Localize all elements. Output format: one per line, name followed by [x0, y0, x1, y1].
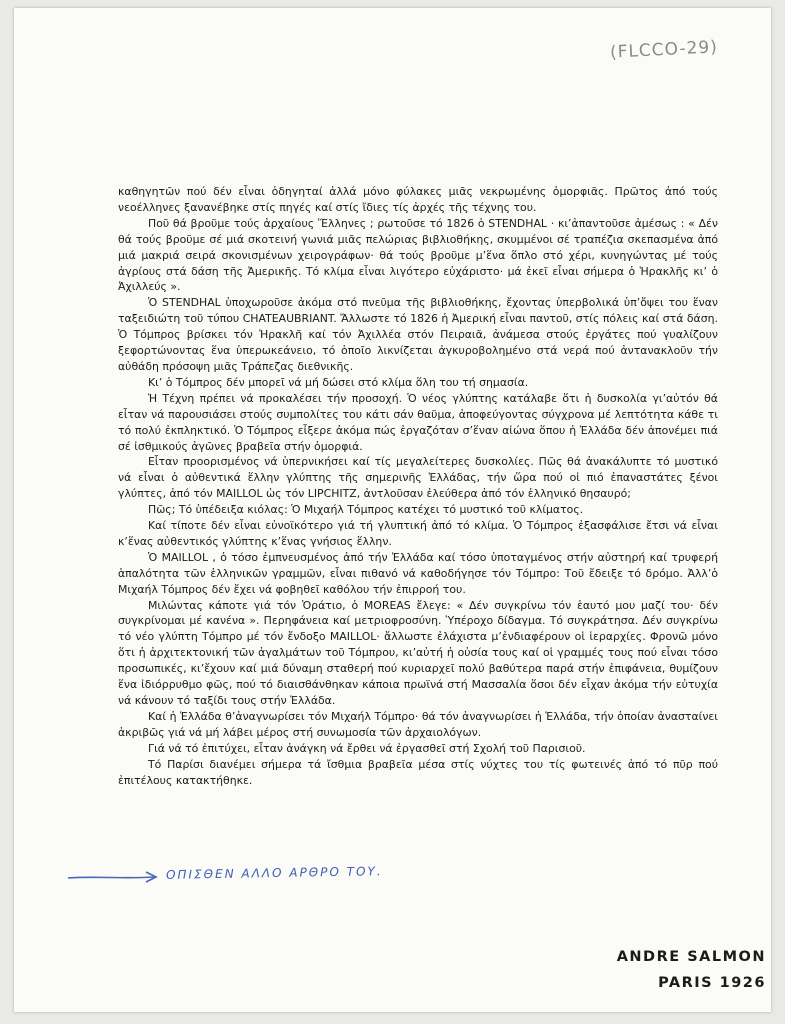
signature-block: [614, 944, 766, 996]
paragraph: Καί ἡ Ἑλλάδα θ’ἀναγνωρίσει τόν Μιχαήλ Τόμπρο· θά τόν ἀναγνωρίσει ἡ Ἑλλάδα, τήν ὁποίαν ἀνασταίνει ἀκριβῶς γιά νά μή λάβει μέρος στή συνωμοσία τῶν ἀρχαιολόγων.: [118, 709, 718, 739]
document-page: [14, 8, 771, 1012]
place-year: PARIS 1926: [658, 975, 766, 991]
paragraph: Γιά νά τό ἐπιτύχει, εἶταν ἀνάγκη νά ἔρθει νά ἐργασθεῖ στή Σχολή τοῦ Παρισιοῦ.: [148, 741, 586, 755]
handwritten-note-text: ΟΠΙΣΘΕΝ ΑΛΛΟ ΑΡΘΡΟ ΤΟΥ.: [165, 864, 383, 882]
paragraph: Ποῦ θά βροῦμε τούς ἀρχαίους Ἕλληνες ; ρωτοῦσε τό 1826 ὁ STENDHAL · κι’ἀπαντοῦσε ἀμέσως : « Δέν θά τούς βροῦμε σέ μιά σκοτεινή γωνιά μιᾶς πελώριας βιβλιοθήκης, σκυμμένοι σέ τραπέζια σκεπασμένα ἀπό μιά μακριά σειρά σκονισμένων χειρογράφων· θά τούς βροῦμε μ’ἕνα ὅπλο στό χέρι, κυνηγώντας μέ τούς ἀγρίους στά δάση τῆς Ἀμερικῆς. Τό κλίμα εἶναι λιγότερο εὐχάριστο· μά ἐκεῖ εἶναι σήμερα ὁ Ἡρακλῆς κι’ ὁ Ἀχιλλεύς ».: [118, 216, 718, 294]
paragraph: καθηγητῶν πού δέν εἶναι ὁδηγηταί ἀλλά μόνο φύλακες μιᾶς νεκρωμένης ὀμορφιᾶς. Πρῶτος ἀπό τούς νεοέλληνες ξανανέβηκε στίς πηγές καί στίς ἴδιες τίς ἀρχές τῆς τέχνης του.: [118, 185, 718, 214]
paragraph: Εἶταν προορισμένος νά ὑπερνικήσει καί τίς μεγαλείτερες δυσκολίες. Πῶς θά ἀνακάλυπτε τό μυστικό νά εἶναι ὁ αὐθεντικά ἕλλην γλύπτης τῆς σημερινῆς Ἑλλάδας, τήν ὥρα πού οἱ πιό ἐπαναστάτες ξένοι γλύπτες, ἀπό τόν MAILLOL ὡς τόν LIPCHITZ, ἀντλοῦσαν ἐλεύθερα ἀπό τόν ἑλληνικό θησαυρό;: [118, 455, 718, 501]
author-name: ANDRE SALMON: [616, 949, 766, 965]
paragraph: Κι’ ὁ Τόμπρος δέν μπορεῖ νά μή δώσει στό κλίμα ὅλη του τή σημασία.: [148, 375, 529, 389]
archive-reference-mark: (FLCCO-29): [609, 37, 719, 63]
paragraph: Ὁ MAILLOL , ὁ τόσο ἐμπνευσμένος ἀπό τήν Ἑλλάδα καί τόσο ὑποταγμένος στήν αὐστηρή καί τρυφερή ἁπαλότητα τῶν ἑλληνικῶν γραμμῶν, εἶναι πιθανό νά καθοδήγησε τόν Τόμπρο: Τοῦ ἔδειξε τό δρόμο. Ἀλλ’ὁ Μιχαήλ Τόμπρος δέν ἔχει νά φοβηθεῖ καθόλου τήν ἐπιρροή του.: [118, 550, 718, 596]
paragraph: Καί τίποτε δέν εἶναι εὐνοϊκότερο γιά τή γλυπτική ἀπό τό κλίμα. Ὁ Τόμπρος ἐξασφάλισε ἔτσι νά εἶναι κ’ἕνας αὐθεντικός γλύπτης κ’ἕνας γνήσιος ἕλλην.: [118, 519, 718, 548]
paragraph: Τό Παρίσι διανέμει σήμερα τά ἴσθμια βραβεῖα μέσα στίς νύχτες του τίς φωτεινές ἀπό τό πῦρ πού ἐπιτέλους κατακτήθηκε.: [118, 757, 718, 787]
paragraph: Μιλώντας κάποτε γιά τόν Ὁράτιο, ὁ MOREAS ἔλεγε: « Δέν συγκρίνω τόν ἑαυτό μου μαζί του· δέν συγκρίνομαι μέ κανένα ». Περηφάνεια καί μετριοφροσύνη. Ὑπέροχο δίδαγμα. Τό συγκράτησα. Δέν συγκρίνω τό νέο γλύπτη Τόμπρο μέ τόν ἔνδοξο MAILLOL· ἄλλωστε ἐλάχιστα μ’ἐνδιαφέρουν οἱ ἱεραρχίες. Φρονῶ μόνο ὅτι ἡ ἀρχιτεκτονική τῶν ἀγαλμάτων τοῦ Τόμπρου, κι’αὐτή ἡ οὐσία τους καί οἱ γραμμές τους πού εἶναι τόσο προσωπικές, κι’ἔχουν καί μιά δύναμη σταθερή πού κυριαρχεῖ πολύ βαθύτερα παρά στήν ἐπιφάνεια, θυμίζουν ἕνα ἰδιόρρυθμο φῶς, πού τό διαισθάνθηκαν κάποια πρωϊνά στή Μασσαλία ὅσοι δέν εἶχαν ἀκόμα τήν εὐτυχία νά κάνουν τό ταξίδι τους στήν Ἑλλάδα.: [118, 598, 718, 707]
paragraph: Ὁ STENDHAL ὑποχωροῦσε ἀκόμα στό πνεῦμα τῆς βιβλιοθήκης, ἔχοντας ὑπερβολικά ὑπ’ὄψει του ἕναν ταξειδιώτη τοῦ τύπου CHATEAUBRIANT. Ἄλλωστε τό 1826 ἡ Ἀμερική εἶναι παντοῦ, στίς πόλεις καί στά δάση. Ὁ Τόμπρος βρίσκει τόν Ἡρακλῆ καί τόν Ἀχιλλέα στόν Πειραιᾶ, ἀνάμεσα στούς ἐργάτες πού γυαλίζουν ξεφορτώνοντας ἕνα ὑπερωκεάνειο, τό ὁποῖο λικνίζεται ἀγκυροβολημένο στά νερά πού ἀντανακλοῦν τήν αὐθάδη πρόσοψη μιᾶς Τράπεζας διεθνικῆς.: [118, 296, 718, 373]
paragraph: Ἡ Τέχνη πρέπει νά προκαλέσει τήν προσοχή. Ὁ νέος γλύπτης κατάλαβε ὅτι ἡ δυσκολία γι’αὐτόν θά εἶταν νά παρουσιάσει στούς συμπολίτες του κάτι σάν θαῦμα, ἀποφεύγοντας σύγχρονα μέ λεπτότητα κάθε τι τό πολύ ἐκπληκτικό. Ὁ Τόμπρος εἶξερε ἀκόμα πώς ἐργαζόταν σ’ἕναν αἰώνα ὅπου ἡ Ἑλλάδα δέν ἀπονέμει πιά σέ ἰσθμικούς ἀγῶνες βραβεῖα στήν ὀμορφιά.: [118, 391, 718, 453]
article-body: [118, 184, 718, 788]
arrow-right-icon: [66, 870, 162, 884]
handwritten-note: [66, 856, 466, 892]
paragraph: Πῶς; Τό ὑπέδειξα κιόλας: Ὁ Μιχαήλ Τόμπρος κατέχει τό μυστικό τοῦ κλίματος.: [148, 503, 584, 517]
